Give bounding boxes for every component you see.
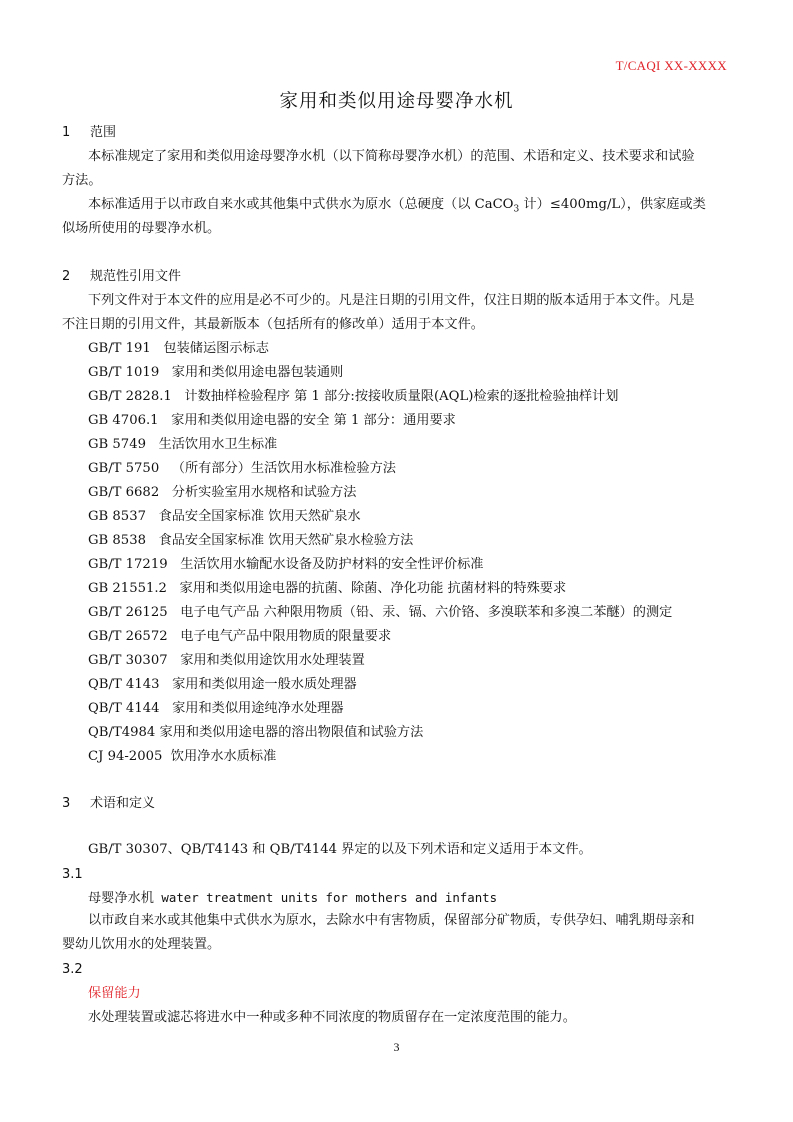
reference-code: QB/T4984 <box>88 725 156 740</box>
section-2-heading <box>62 268 742 286</box>
reference-item <box>88 388 618 406</box>
term-3-2-name: 保留能力 <box>88 986 141 1001</box>
reference-title: 生活饮用水卫生标准 <box>158 437 278 452</box>
reference-code: GB 5749 <box>88 437 146 452</box>
reference-title: 电子电气产品 六种限用物质（铅、汞、镉、六价铬、多溴联苯和多溴二苯醚）的测定 <box>180 605 673 620</box>
reference-title: 家用和类似用途电器包装通则 <box>171 365 344 380</box>
reference-title: 包装储运图示标志 <box>163 341 269 356</box>
reference-item <box>88 340 269 358</box>
reference-item <box>88 364 343 382</box>
reference-title: 食品安全国家标准 饮用天然矿泉水检验方法 <box>158 533 414 548</box>
reference-item <box>88 724 423 742</box>
reference-item <box>88 460 396 478</box>
reference-code: CJ 94-2005 <box>88 749 163 764</box>
reference-code: GB 4706.1 <box>88 413 159 428</box>
reference-title: 家用和类似用途电器的抗菌、除菌、净化功能 抗菌材料的特殊要求 <box>179 581 567 596</box>
reference-item <box>88 556 484 574</box>
reference-item <box>88 580 566 598</box>
reference-code: GB/T 5750 <box>88 461 160 476</box>
reference-title: 饮用净水水质标准 <box>170 749 277 764</box>
reference-item <box>88 508 361 526</box>
reference-item <box>88 700 344 718</box>
term-3-1-definition-line-1: 以市政自来水或其他集中式供水为原水，去除水中有害物质，保留部分矿物质，专供孕妇、哺乳期母亲和 <box>88 913 695 928</box>
reference-code: GB/T 30307 <box>88 653 168 668</box>
term-3-1-definition-line-2: 婴幼儿饮用水的处理装置。 <box>62 937 221 952</box>
reference-code: GB/T 1019 <box>88 365 160 380</box>
section-title: 范围 <box>90 125 117 140</box>
reference-code: GB/T 26572 <box>88 629 168 644</box>
terms-intro: GB/T 30307、QB/T4143 和 QB/T4144 界定的以及下列术语和定义适用于本文件。 <box>88 842 592 857</box>
reference-item <box>88 604 672 622</box>
reference-title: 电子电气产品中限用物质的限量要求 <box>180 629 392 644</box>
section-title: 规范性引用文件 <box>90 269 182 284</box>
normative-paragraph-line-1: 下列文件对于本文件的应用是必不可少的。凡是注日期的引用文件，仅注日期的版本适用于本文件。凡是 <box>88 293 695 308</box>
reference-item <box>88 652 365 670</box>
document-title: 家用和类似用途母婴净水机 <box>279 91 514 112</box>
scope-paragraph-1-line-1: 本标准规定了家用和类似用途母婴净水机（以下简称母婴净水机）的范围、术语和定义、技术要求和试验 <box>88 149 695 164</box>
reference-title: 计数抽样检验程序 第 1 部分:按接收质量限(AQL)检索的逐批检验抽样计划 <box>184 389 619 404</box>
reference-item <box>88 412 456 430</box>
scope-p2-text-b: 计）≤400mg/L），供家庭或类 <box>519 197 706 212</box>
term-3-2-definition: 水处理装置或滤芯将进水中一种或多种不同浓度的物质留存在一定浓度范围的能力。 <box>88 1010 576 1025</box>
scope-paragraph-2-line-2: 似场所使用的母婴净水机。 <box>62 221 221 236</box>
reference-title: 家用和类似用途纯净水处理器 <box>172 701 344 716</box>
reference-title: 食品安全国家标准 饮用天然矿泉水 <box>158 509 361 524</box>
reference-code: GB 21551.2 <box>88 581 167 596</box>
reference-code: GB/T 2828.1 <box>88 389 172 404</box>
reference-title: 家用和类似用途电器的安全 第 1 部分：通用要求 <box>171 413 456 428</box>
document-code: T/CAQI XX-XXXX <box>615 58 727 73</box>
term-3-1-name <box>88 889 768 908</box>
reference-code: GB 8537 <box>88 509 146 524</box>
term-chinese: 母婴净水机 <box>88 891 154 906</box>
reference-title: 家用和类似用途一般水质处理器 <box>172 677 357 692</box>
reference-item <box>88 628 391 646</box>
scope-p2-text-a: 本标准适用于以市政自来水或其他集中式供水为原水（总硬度（以 CaCO <box>88 197 514 212</box>
term-3-2-number: 3.2 <box>62 962 83 977</box>
term-3-1-number: 3.1 <box>62 867 83 882</box>
reference-code: QB/T 4143 <box>88 677 160 692</box>
reference-item <box>88 748 276 766</box>
page-number: 3 <box>393 1040 400 1054</box>
reference-code: GB/T 191 <box>88 341 151 356</box>
section-number: 2 <box>62 269 71 284</box>
reference-title: 家用和类似用途电器的溶出物限值和试验方法 <box>159 725 424 740</box>
reference-code: QB/T 4144 <box>88 701 160 716</box>
section-3-heading <box>62 795 742 813</box>
scope-paragraph-2-line-1 <box>88 196 768 219</box>
scope-p2-subscript: 3 <box>513 204 520 215</box>
section-number: 3 <box>62 796 71 811</box>
reference-item <box>88 436 277 454</box>
reference-title: （所有部分）生活饮用水标准检验方法 <box>171 461 396 476</box>
scope-paragraph-1-line-2: 方法。 <box>62 173 102 188</box>
reference-title: 分析实验室用水规格和试验方法 <box>171 485 357 500</box>
reference-item <box>88 532 413 550</box>
reference-code: GB/T 17219 <box>88 557 168 572</box>
reference-title: 家用和类似用途饮用水处理装置 <box>180 653 365 668</box>
reference-title: 生活饮用水输配水设备及防护材料的安全性评价标准 <box>180 557 484 572</box>
reference-item <box>88 484 356 502</box>
reference-code: GB 8538 <box>88 533 146 548</box>
reference-code: GB/T 6682 <box>88 485 160 500</box>
term-english: water treatment units for mothers and infants <box>153 890 498 905</box>
reference-item <box>88 676 357 694</box>
section-1-heading <box>62 124 742 142</box>
section-title: 术语和定义 <box>90 796 156 811</box>
reference-code: GB/T 26125 <box>88 605 168 620</box>
section-number: 1 <box>62 125 71 140</box>
normative-paragraph-line-2: 不注日期的引用文件，其最新版本（包括所有的修改单）适用于本文件。 <box>62 317 484 332</box>
